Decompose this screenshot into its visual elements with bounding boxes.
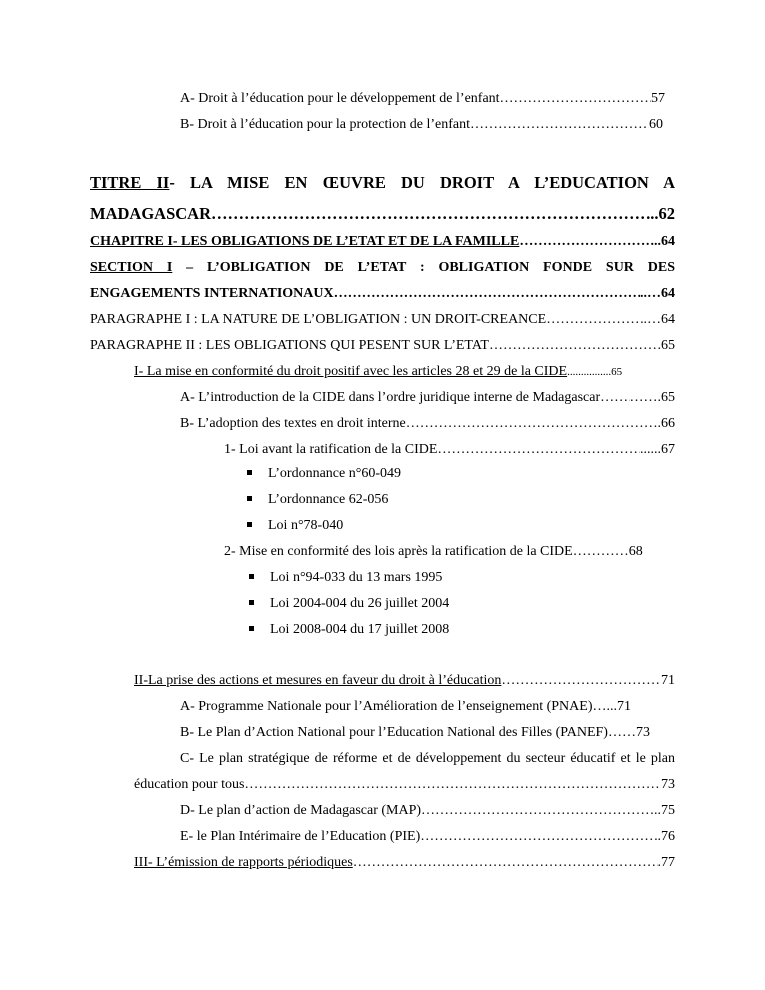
bullet-square-icon	[249, 626, 254, 631]
sub-2-entry[interactable]	[224, 543, 675, 561]
leader-dots	[421, 802, 654, 820]
part-1-item-a[interactable]	[180, 389, 675, 407]
paragraphe-1-entry[interactable]	[90, 311, 675, 329]
leader-dots	[420, 828, 657, 846]
part-2-item-b[interactable]	[180, 724, 675, 742]
bullet-square-icon	[247, 496, 252, 501]
toc-entry-label: A- Droit à l’éducation pour le développement de l’enfant	[180, 91, 500, 106]
part-3-entry[interactable]	[134, 854, 675, 872]
bullet-square-icon	[249, 574, 254, 579]
toc-entry-page: .66	[657, 416, 675, 431]
toc-entry-page: .…64	[643, 312, 675, 327]
toc-entry-page: .76	[657, 829, 675, 844]
toc-entry-page: 60	[649, 117, 663, 132]
titre-heading-line2[interactable]	[90, 204, 675, 224]
toc-entry-label: 2- Mise en conformité des lois après la ratification de la CIDE	[224, 544, 573, 559]
leader-dots	[244, 776, 661, 794]
part-1-item-b[interactable]	[180, 415, 675, 433]
part-2-item-c-line2[interactable]	[134, 776, 675, 794]
section-heading[interactable]	[90, 259, 675, 277]
section-heading-line2[interactable]	[90, 285, 675, 303]
toc-entry-label: PARAGRAPHE I : LA NATURE DE L’OBLIGATION : UN DROIT-CREANCE	[90, 312, 547, 327]
part-2-item-e[interactable]	[180, 828, 675, 846]
toc-entry-label: II-La prise des actions et mesures en faveur du droit à l’éducation	[134, 673, 502, 688]
bullet-item[interactable]: Loi n°94-033 du 13 mars 1995	[270, 570, 443, 585]
toc-entry-page: …….65	[629, 390, 675, 405]
toc-entry-label: B- L’adoption des textes en droit interne	[180, 416, 406, 431]
toc-entry-label: D- Le plan d’action de Madagascar (MAP)	[180, 803, 422, 818]
leader-dots	[470, 116, 649, 134]
toc-entry-label: B- Le Plan d’Action National pour l’Education National des Filles (PANEF)	[180, 725, 608, 740]
leader-dots	[406, 415, 658, 433]
chapitre-entry[interactable]	[90, 233, 675, 251]
toc-entry-label: E- le Plan Intérimaire de l’Education (PIE)	[180, 829, 421, 844]
leader-dots	[437, 441, 640, 459]
bullet-item[interactable]: Loi n°78-040	[268, 518, 344, 533]
bullet-square-icon	[247, 470, 252, 475]
bullet-item[interactable]: Loi 2004-004 du 26 juillet 2004	[270, 596, 450, 611]
part-2-item-c[interactable]	[180, 750, 675, 768]
bullet-square-icon	[247, 522, 252, 527]
toc-entry-label: I- La mise en conformité du droit positif avec les articles 28 et 29 de la CIDE	[134, 364, 568, 379]
part-1-entry[interactable]	[134, 363, 675, 381]
toc-entry-label: A- Programme Nationale pour l’Amélioration de l’enseignement (PNAE)	[180, 699, 593, 714]
toc-entry-page: ..62	[650, 204, 675, 223]
toc-entry-page: …...71	[592, 699, 631, 714]
toc-entry-label: PARAGRAPHE II : LES OBLIGATIONS QUI PESENT SUR L’ETAT	[90, 338, 489, 353]
toc-entry-label: III- L’émission de rapports périodiques	[134, 855, 353, 870]
leader-dots	[353, 854, 658, 872]
chapitre-label: CHAPITRE I- LES OBLIGATIONS DE L’ETAT ET DE LA FAMILLE	[90, 234, 520, 249]
toc-entry-page: 71	[661, 673, 675, 688]
bullet-square-icon	[249, 600, 254, 605]
toc-entry-page: ......67	[640, 442, 675, 457]
titre-rest: - LA MISE EN ŒUVRE DU DROIT A L’EDUCATION A	[169, 173, 675, 192]
section-line2: ENGAGEMENTS INTERNATIONAUX	[90, 286, 334, 301]
leader-dots	[600, 389, 629, 407]
paragraphe-2-entry[interactable]	[90, 337, 675, 355]
part-2-entry[interactable]	[134, 672, 675, 690]
toc-entry-label: C- Le plan stratégique de réforme et de développement du secteur éducatif et le plan	[180, 751, 675, 766]
leader-dots	[500, 90, 651, 108]
toc-entry-page: 73	[661, 777, 675, 792]
sub-1-entry[interactable]	[224, 441, 675, 459]
toc-entry-label: B- Droit à l’éducation pour la protection de l’enfant	[180, 117, 471, 132]
leader-dots	[546, 311, 643, 329]
leader-dots	[211, 204, 650, 224]
toc-entry-page: …………68	[572, 544, 643, 559]
toc-entry-b[interactable]	[180, 116, 663, 134]
leader-dots	[334, 285, 640, 303]
titre-heading[interactable]	[90, 173, 675, 193]
leader-dots	[489, 337, 661, 355]
toc-entry-page: 57	[651, 91, 665, 106]
toc-entry-page: ..…64	[640, 286, 675, 301]
toc-entry-a[interactable]	[180, 90, 665, 108]
section-rest: – L’OBLIGATION DE L’ETAT : OBLIGATION FONDE SUR DES	[172, 260, 675, 275]
toc-entry-page: .77	[657, 855, 675, 870]
part-2-item-a[interactable]	[180, 698, 675, 716]
bullet-item[interactable]: Loi 2008-004 du 17 juillet 2008	[270, 622, 450, 637]
titre-prefix: TITRE II	[90, 173, 170, 192]
section-prefix: SECTION I	[90, 260, 173, 275]
toc-entry-page: ..75	[654, 803, 675, 818]
bullet-item[interactable]: L’ordonnance n°60-049	[268, 466, 401, 481]
bullet-item[interactable]: L’ordonnance 62-056	[268, 492, 389, 507]
toc-entry-page: 65	[661, 338, 675, 353]
toc-entry-label: A- L’introduction de la CIDE dans l’ordre juridique interne de Madagascar	[180, 390, 601, 405]
leader-dots	[519, 233, 650, 251]
toc-entry-page: ................65	[567, 366, 623, 378]
toc-entry-label: 1- Loi avant la ratification de la CIDE	[224, 442, 438, 457]
part-2-item-d[interactable]	[180, 802, 675, 820]
leader-dots	[501, 672, 661, 690]
toc-entry-page: ……73	[607, 725, 650, 740]
titre-line2: MADAGASCAR	[90, 204, 211, 223]
toc-entry-label-continued: éducation pour tous	[134, 777, 245, 792]
toc-entry-page: ...64	[650, 234, 675, 249]
